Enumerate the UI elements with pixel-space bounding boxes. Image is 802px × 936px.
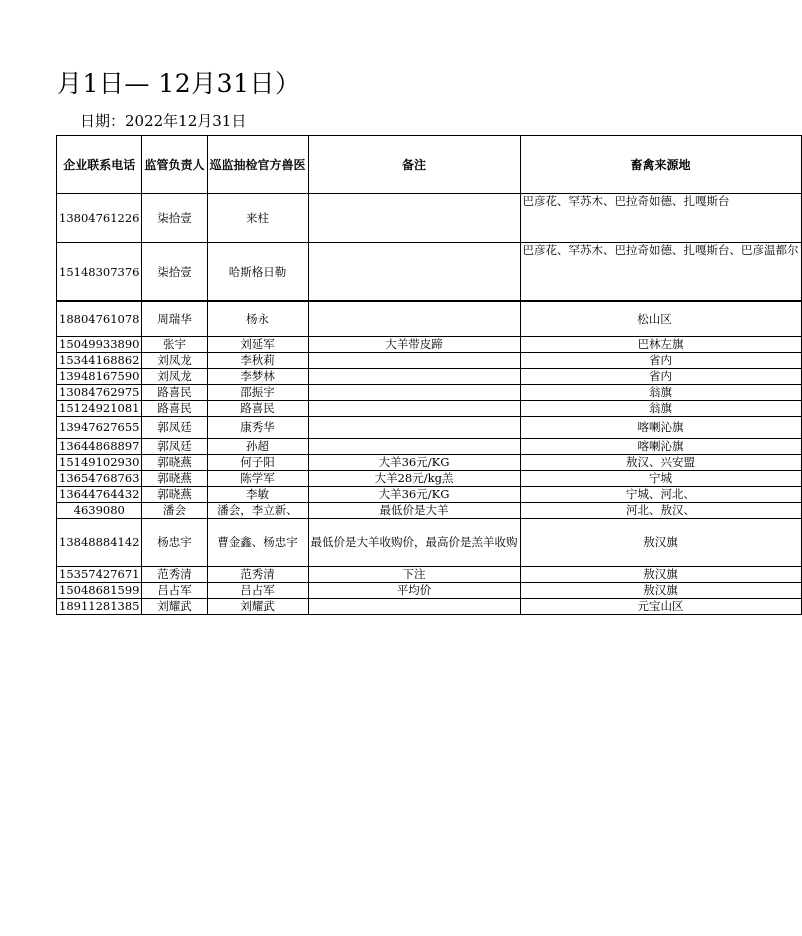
phone-cell: 18804761078 bbox=[57, 301, 142, 336]
col-header-phone: 企业联系电话 bbox=[57, 136, 142, 194]
table-row bbox=[57, 598, 802, 614]
report-date: 日期：2022年12月31日 bbox=[80, 112, 247, 130]
col-header-note: 备注 bbox=[308, 136, 520, 194]
table-row bbox=[57, 454, 802, 470]
phone-cell: 13947627655 bbox=[57, 416, 142, 438]
phone-cell: 13644868897 bbox=[57, 438, 142, 454]
note-cell: 最低价是大羊收购价，最高价是羔羊收购 bbox=[308, 518, 520, 566]
phone-cell: 13804761226 bbox=[57, 194, 142, 243]
supervisor-cell: 柒拾壹 bbox=[142, 243, 207, 302]
supervisor-cell: 刘耀武 bbox=[142, 598, 207, 614]
table-row bbox=[57, 384, 802, 400]
col-header-supervisor: 监管负责人 bbox=[142, 136, 207, 194]
supervisor-cell: 柒拾壹 bbox=[142, 194, 207, 243]
col-header-source: 畜禽来源地 bbox=[520, 136, 801, 194]
table-row bbox=[57, 416, 802, 438]
vet-cell: 康秀华 bbox=[207, 416, 308, 438]
source-cell: 巴彦花、罕苏木、巴拉奇如德、扎嘎斯台、巴彦温都尔 bbox=[520, 243, 801, 302]
table-row bbox=[57, 470, 802, 486]
table-row bbox=[57, 486, 802, 502]
col-header-vet: 巡监抽检官方兽医 bbox=[207, 136, 308, 194]
supervisor-cell: 郭凤廷 bbox=[142, 416, 207, 438]
supervisor-cell: 吕占军 bbox=[142, 582, 207, 598]
table-row bbox=[57, 194, 802, 243]
phone-cell: 15148307376 bbox=[57, 243, 142, 302]
phone-cell: 13654768763 bbox=[57, 470, 142, 486]
supervisor-cell: 范秀清 bbox=[142, 566, 207, 582]
note-cell bbox=[308, 368, 520, 384]
phone-cell: 15048681599 bbox=[57, 582, 142, 598]
vet-cell: 李秋莉 bbox=[207, 352, 308, 368]
supervisor-cell: 郭晓燕 bbox=[142, 470, 207, 486]
vet-cell: 潘会，李立新、 bbox=[207, 502, 308, 518]
vet-cell: 范秀清 bbox=[207, 566, 308, 582]
vet-cell: 李梦林 bbox=[207, 368, 308, 384]
source-cell: 巴彦花、罕苏木、巴拉奇如德、扎嘎斯台 bbox=[520, 194, 801, 243]
phone-cell: 13948167590 bbox=[57, 368, 142, 384]
vet-cell: 吕占军 bbox=[207, 582, 308, 598]
table-row bbox=[57, 336, 802, 352]
page-title: 月1日— 12月31日） bbox=[57, 69, 301, 98]
note-cell bbox=[308, 416, 520, 438]
table-row bbox=[57, 368, 802, 384]
note-cell bbox=[308, 438, 520, 454]
supervisor-cell: 路喜民 bbox=[142, 400, 207, 416]
source-cell: 敖汉旗 bbox=[520, 518, 801, 566]
note-cell bbox=[308, 194, 520, 243]
supervisor-cell: 张宇 bbox=[142, 336, 207, 352]
vet-cell: 曹金鑫、杨忠宇 bbox=[207, 518, 308, 566]
table-row bbox=[57, 438, 802, 454]
source-cell: 敖汉旗 bbox=[520, 582, 801, 598]
supervisor-cell: 杨忠宇 bbox=[142, 518, 207, 566]
phone-cell: 15149102930 bbox=[57, 454, 142, 470]
note-cell: 大羊36元/KG bbox=[308, 486, 520, 502]
header-row bbox=[57, 136, 802, 194]
vet-cell: 邵振宇 bbox=[207, 384, 308, 400]
supervisor-cell: 周瑞华 bbox=[142, 301, 207, 336]
note-cell bbox=[308, 243, 520, 302]
phone-cell: 13644764432 bbox=[57, 486, 142, 502]
table-row bbox=[57, 301, 802, 336]
source-cell: 敖汉旗 bbox=[520, 566, 801, 582]
table-row bbox=[57, 352, 802, 368]
phone-cell: 4639080 bbox=[57, 502, 142, 518]
phone-cell: 15049933890 bbox=[57, 336, 142, 352]
source-cell: 翁旗 bbox=[520, 384, 801, 400]
vet-cell: 哈斯格日勒 bbox=[207, 243, 308, 302]
vet-cell: 路喜民 bbox=[207, 400, 308, 416]
source-cell: 元宝山区 bbox=[520, 598, 801, 614]
vet-cell: 孙超 bbox=[207, 438, 308, 454]
vet-cell: 李敏 bbox=[207, 486, 308, 502]
source-cell: 河北、敖汉、 bbox=[520, 502, 801, 518]
table-row bbox=[57, 566, 802, 582]
source-cell: 松山区 bbox=[520, 301, 801, 336]
vet-cell: 陈学军 bbox=[207, 470, 308, 486]
table-row bbox=[57, 400, 802, 416]
supervisor-cell: 潘会 bbox=[142, 502, 207, 518]
supervisor-cell: 郭晓燕 bbox=[142, 486, 207, 502]
vet-cell: 杨永 bbox=[207, 301, 308, 336]
note-cell: 最低价是大羊 bbox=[308, 502, 520, 518]
phone-cell: 13084762975 bbox=[57, 384, 142, 400]
livestock-source-table bbox=[56, 135, 802, 615]
vet-cell: 刘延军 bbox=[207, 336, 308, 352]
source-cell: 翁旗 bbox=[520, 400, 801, 416]
note-cell: 大羊36元/KG bbox=[308, 454, 520, 470]
source-cell: 敖汉、兴安盟 bbox=[520, 454, 801, 470]
vet-cell: 何子阳 bbox=[207, 454, 308, 470]
note-cell: 大羊带皮蹄 bbox=[308, 336, 520, 352]
phone-cell: 18911281385 bbox=[57, 598, 142, 614]
note-cell: 平均价 bbox=[308, 582, 520, 598]
table-row bbox=[57, 502, 802, 518]
source-cell: 巴林左旗 bbox=[520, 336, 801, 352]
source-cell: 喀喇沁旗 bbox=[520, 416, 801, 438]
note-cell bbox=[308, 384, 520, 400]
source-cell: 宁城 bbox=[520, 470, 801, 486]
source-cell: 宁城、河北、 bbox=[520, 486, 801, 502]
phone-cell: 15344168862 bbox=[57, 352, 142, 368]
table-row bbox=[57, 582, 802, 598]
supervisor-cell: 郭晓燕 bbox=[142, 454, 207, 470]
note-cell bbox=[308, 352, 520, 368]
note-cell bbox=[308, 598, 520, 614]
vet-cell: 刘耀武 bbox=[207, 598, 308, 614]
supervisor-cell: 路喜民 bbox=[142, 384, 207, 400]
source-cell: 喀喇沁旗 bbox=[520, 438, 801, 454]
note-cell: 下注 bbox=[308, 566, 520, 582]
supervisor-cell: 郭凤廷 bbox=[142, 438, 207, 454]
supervisor-cell: 刘凤龙 bbox=[142, 352, 207, 368]
note-cell bbox=[308, 301, 520, 336]
phone-cell: 15124921081 bbox=[57, 400, 142, 416]
source-cell: 省内 bbox=[520, 352, 801, 368]
note-cell bbox=[308, 400, 520, 416]
phone-cell: 15357427671 bbox=[57, 566, 142, 582]
source-cell: 省内 bbox=[520, 368, 801, 384]
phone-cell: 13848884142 bbox=[57, 518, 142, 566]
note-cell: 大羊28元/kg羔 bbox=[308, 470, 520, 486]
vet-cell: 来柱 bbox=[207, 194, 308, 243]
table-row bbox=[57, 243, 802, 302]
table-row bbox=[57, 518, 802, 566]
supervisor-cell: 刘凤龙 bbox=[142, 368, 207, 384]
